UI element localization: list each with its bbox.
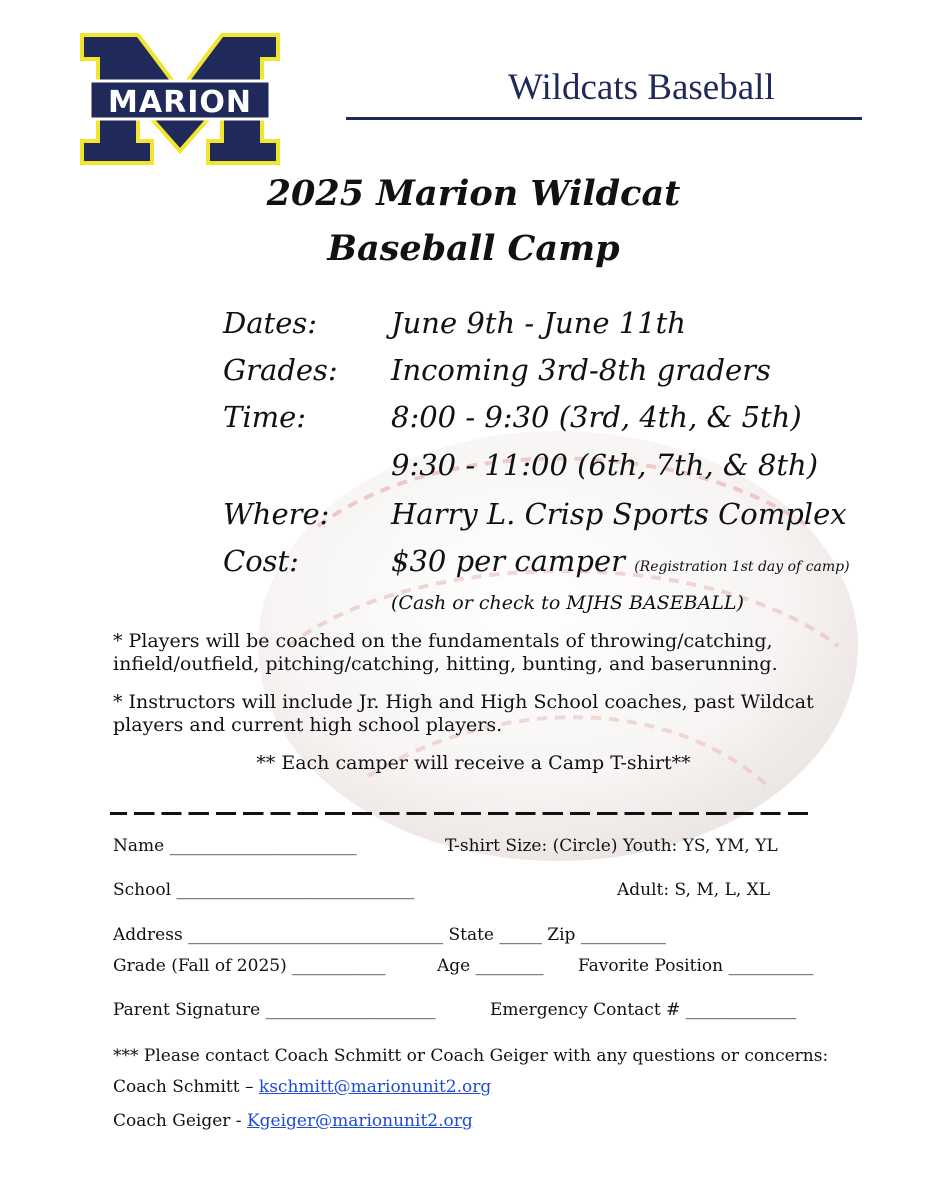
payment-note: (Cash or check to MJHS BASEBALL)	[391, 592, 744, 614]
schmitt-label: Coach Schmitt –	[113, 1077, 254, 1097]
address-field[interactable]: Address ______________________________ State _____ Zip __________	[113, 925, 666, 945]
cost-row	[391, 544, 850, 578]
time-label: Time:	[223, 400, 307, 434]
time-value-2: 9:30 - 11:00 (6th, 7th, & 8th)	[391, 448, 819, 482]
cost-note: (Registration 1st day of camp)	[634, 559, 850, 575]
instructors-note-line-2: players and current high school players.	[113, 714, 503, 736]
cut-line	[110, 812, 813, 815]
cost-value: $30 per camper	[391, 544, 625, 578]
coaching-note-line-1: * Players will be coached on the fundamentals of throwing/catching,	[113, 630, 773, 652]
coaching-note-line-2: infield/outfield, pitching/catching, hitting, bunting, and baserunning.	[113, 653, 778, 675]
emergency-contact-field[interactable]: Emergency Contact # _____________	[490, 1000, 797, 1020]
grades-label: Grades:	[223, 353, 338, 387]
cost-label: Cost:	[223, 544, 299, 578]
contact-schmitt	[113, 1077, 491, 1097]
grade-field[interactable]: Grade (Fall of 2025) ___________	[113, 956, 386, 976]
tshirt-note: ** Each camper will receive a Camp T-shirt**	[256, 752, 691, 774]
where-value: Harry L. Crisp Sports Complex	[391, 497, 847, 531]
brand-title: Wildcats Baseball	[508, 67, 775, 108]
tshirt-size-field[interactable]: T-shirt Size: (Circle) Youth: YS, YM, YL	[445, 836, 778, 856]
time-value-1: 8:00 - 9:30 (3rd, 4th, & 5th)	[391, 400, 802, 434]
parent-signature-field[interactable]: Parent Signature ____________________	[113, 1000, 436, 1020]
favorite-position-field[interactable]: Favorite Position __________	[578, 956, 814, 976]
brand-underline	[346, 117, 862, 120]
coaching-note	[113, 630, 853, 676]
where-label: Where:	[223, 497, 330, 531]
dates-value: June 9th - June 11th	[391, 306, 686, 340]
geiger-label: Coach Geiger -	[113, 1111, 242, 1131]
schmitt-email-link[interactable]: kschmitt@marionunit2.org	[258, 1077, 492, 1097]
geiger-email-link[interactable]: Kgeiger@marionunit2.org	[246, 1111, 473, 1131]
page-title-line-1: 2025 Marion Wildcat	[266, 173, 681, 214]
logo-text: MARION	[108, 85, 252, 120]
school-field[interactable]: School ____________________________	[113, 880, 415, 900]
adult-sizes-field[interactable]: Adult: S, M, L, XL	[617, 880, 771, 900]
marion-logo	[80, 33, 280, 165]
age-field[interactable]: Age ________	[437, 956, 544, 976]
page-title-line-2: Baseball Camp	[327, 228, 620, 269]
name-field[interactable]: Name ______________________	[113, 836, 357, 856]
instructors-note	[113, 691, 853, 737]
instructors-note-line-1: * Instructors will include Jr. High and High School coaches, past Wildcat	[113, 691, 814, 713]
contact-geiger	[113, 1111, 473, 1131]
grades-value: Incoming 3rd-8th graders	[391, 353, 771, 387]
dates-label: Dates:	[223, 306, 318, 340]
contact-intro: *** Please contact Coach Schmitt or Coach Geiger with any questions or concerns:	[113, 1046, 829, 1066]
